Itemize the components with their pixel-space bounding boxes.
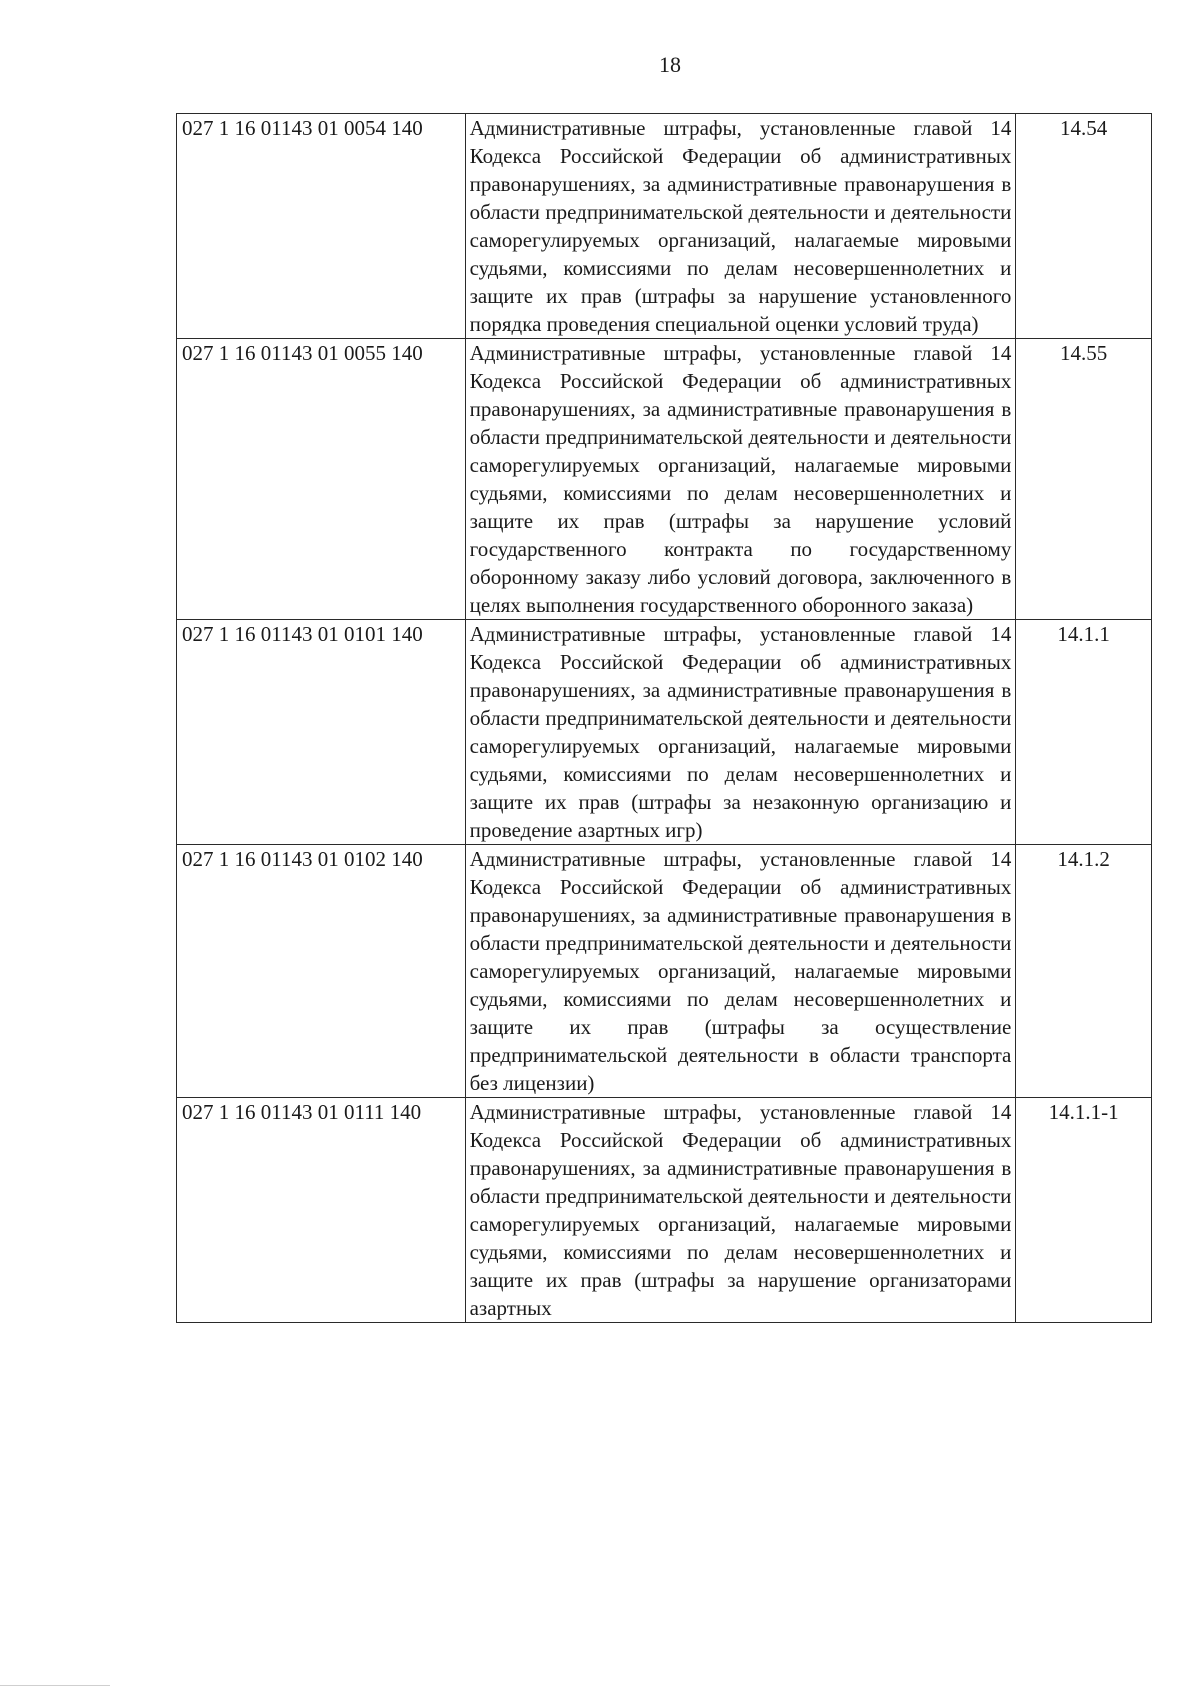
budget-codes-table — [176, 113, 1152, 1323]
description-text: Административные штрафы, установленные главой 14 Кодекса Российской Федерации об административных правонарушениях, за административные правонарушения в области предпринимательской деятельности и деятельности саморегулируемых организаций, налагаемые мировыми судьями, комиссиями по делам несовершеннолетних и защите их прав (штрафы за незаконную организацию и проведение азартных игр) — [469, 622, 1012, 842]
article-cell: 14.54 — [1016, 114, 1152, 339]
article-cell: 14.1.2 — [1016, 845, 1152, 1098]
budget-code-cell: 027 1 16 01143 01 0101 140 — [177, 620, 466, 845]
budget-code-cell: 027 1 16 01143 01 0055 140 — [177, 339, 466, 620]
description-text: Административные штрафы, установленные главой 14 Кодекса Российской Федерации об административных правонарушениях, за административные правонарушения в области предпринимательской деятельности и деятельности саморегулируемых организаций, налагаемые мировыми судьями, комиссиями по делам несовершеннолетних и защите их прав (штрафы за осуществление предпринимательской деятельности в области транспорта без лицензии) — [469, 847, 1012, 1095]
table-row — [177, 620, 1152, 845]
article-cell: 14.1.1-1 — [1016, 1098, 1152, 1323]
table-row — [177, 845, 1152, 1098]
description-cell — [465, 620, 1016, 845]
article-cell: 14.1.1 — [1016, 620, 1152, 845]
budget-code-cell: 027 1 16 01143 01 0111 140 — [177, 1098, 466, 1323]
description-text: Административные штрафы, установленные главой 14 Кодекса Российской Федерации об административных правонарушениях, за административные правонарушения в области предпринимательской деятельности и деятельности саморегулируемых организаций, налагаемые мировыми судьями, комиссиями по делам несовершеннолетних и защите их прав (штрафы за нарушение установленного порядка проведения специальной оценки условий труда) — [469, 116, 1012, 336]
description-text: Административные штрафы, установленные главой 14 Кодекса Российской Федерации об административных правонарушениях, за административные правонарушения в области предпринимательской деятельности и деятельности саморегулируемых организаций, налагаемые мировыми судьями, комиссиями по делам несовершеннолетних и защите их прав (штрафы за нарушение организаторами азартных — [469, 1100, 1012, 1320]
table-row — [177, 339, 1152, 620]
article-cell: 14.55 — [1016, 339, 1152, 620]
description-cell — [465, 339, 1016, 620]
description-cell — [465, 114, 1016, 339]
budget-code-cell: 027 1 16 01143 01 0102 140 — [177, 845, 466, 1098]
scan-edge-line — [0, 1685, 110, 1686]
budget-code-cell: 027 1 16 01143 01 0054 140 — [177, 114, 466, 339]
description-cell — [465, 1098, 1016, 1323]
table-row — [177, 1098, 1152, 1323]
description-cell — [465, 845, 1016, 1098]
description-text: Административные штрафы, установленные главой 14 Кодекса Российской Федерации об административных правонарушениях, за административные правонарушения в области предпринимательской деятельности и деятельности саморегулируемых организаций, налагаемые мировыми судьями, комиссиями по делам несовершеннолетних и защите их прав (штрафы за нарушение условий государственного контракта по государственному оборонному заказу либо условий договора, заключенного в целях выполнения государственного оборонного заказа) — [469, 341, 1012, 617]
table-row — [177, 114, 1152, 339]
page-number: 18 — [659, 52, 681, 77]
